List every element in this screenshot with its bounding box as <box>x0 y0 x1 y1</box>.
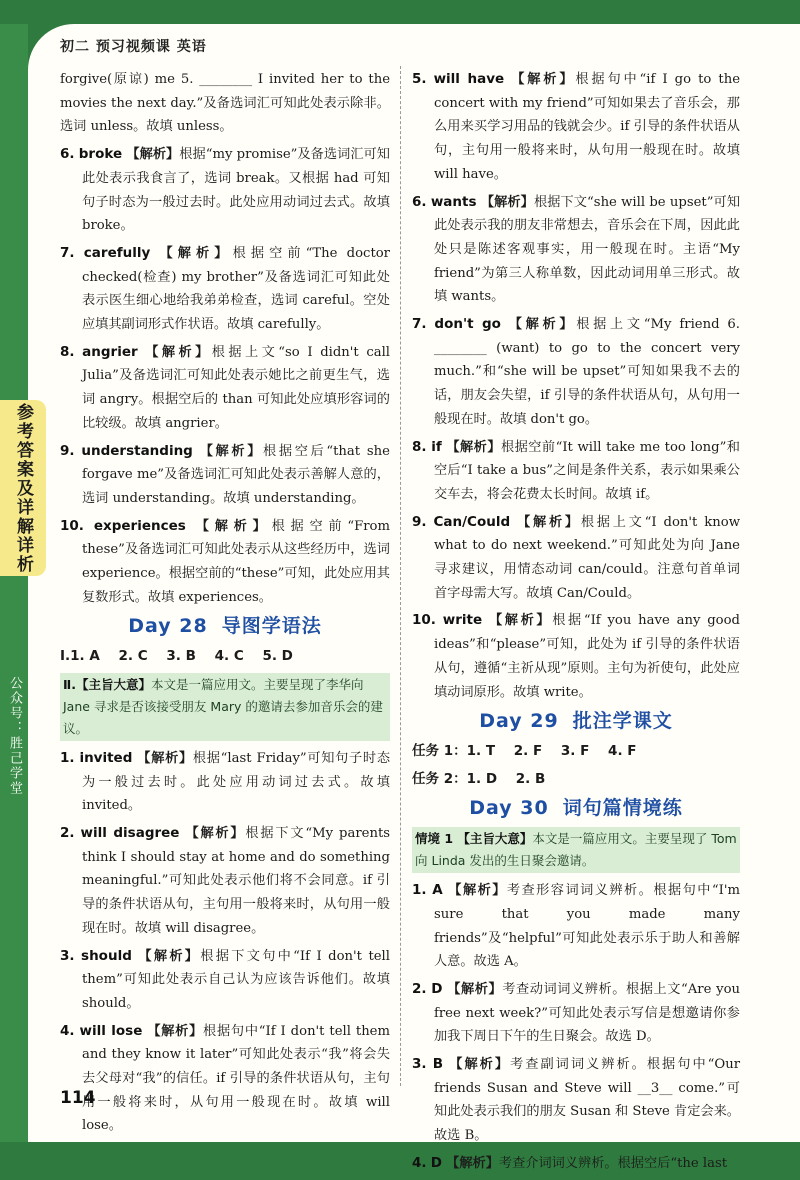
item-answer: Can/Could <box>433 513 511 530</box>
item-tag: 【解析】 <box>517 514 581 530</box>
item-answer: understanding <box>81 442 193 459</box>
left-items-list <box>60 143 390 609</box>
answer: 4. C <box>214 648 244 665</box>
item-number: 4. <box>60 1022 75 1039</box>
summary-text: 本文是一篇应用文。主要呈现了李华向 Jane 寻求是否该接受朋友 Mary 的邀请去参加音乐会的建议。 <box>63 676 383 736</box>
day29-title: Day 29 <box>479 710 559 733</box>
day28-heading <box>60 615 390 639</box>
item-tag: 【解析】 <box>126 147 180 163</box>
answer-item <box>412 1152 740 1176</box>
answer-item <box>412 436 740 507</box>
item-explanation: 考查形容词词义辨析。根据句中“I'm sure that you made many friends”及“helpful”可知此处表示乐于助人和善解人意。故选 A。 <box>434 883 740 970</box>
item-answer: will disagree <box>80 824 180 841</box>
item-answer: D <box>431 980 443 997</box>
item-answer: D <box>430 1154 442 1171</box>
answer-item <box>412 1053 740 1148</box>
item-answer: wants <box>430 193 477 210</box>
item-explanation: 根据上文“My friend 6. ________ (want) to go to the concert very much.”和“she will be upset”可知如果我不去的话，朋友会失望，if 引导的条件状语从句，从句用一般现在时。故填 don't go。 <box>434 317 740 427</box>
item-answer: broke <box>78 146 123 163</box>
item-explanation: 根据下文“My parents think I should stay at home and do something meaningful.”可知此处表示他们将不会同意。if 引导的条件状语从句，主句用一般将来时，从句用一般现在时。故填 will disagree。 <box>82 825 391 936</box>
continued-text: forgive(原谅) me 5. ________ I invited her to the movies the next day.”及备选词汇可知此处表示除非。选词 unless。故填 unless。 <box>60 72 390 135</box>
item-explanation: 根据句中“If I don't tell them and they know it later”可知此处表示“我”将会失去父母对“我”的信任。if 引导的条件状语从句，主句用一般将来时，从句用一般现在时。故填 will lose。 <box>82 1023 390 1134</box>
day29-subtitle: 批注学课文 <box>572 710 673 733</box>
page-header: 初二 预习视频课 英语 <box>60 39 207 55</box>
item-answer: don't go <box>434 316 501 333</box>
item-tag: 【解析】 <box>159 245 233 261</box>
item-answer: B <box>432 1056 444 1073</box>
item-explanation: 根据空前“It will take me too long”和空后“I take a bus”之间是条件关系，表示如果乘公交车去，将会花费太长时间。故填 if。 <box>434 439 740 502</box>
item-answer: carefully <box>83 244 151 261</box>
left-green-border <box>0 24 28 1142</box>
answer-item <box>60 440 390 511</box>
day28-part1-answers <box>60 645 390 669</box>
summary-tag: Ⅱ.【主旨大意】 <box>63 676 151 692</box>
item-tag: 【解析】 <box>137 750 193 766</box>
answer-item <box>60 747 390 818</box>
item-explanation: 根据空后“that she forgave me”及备选词汇可知此处表示善解人意的，选词 understanding。故填 understanding。 <box>82 443 390 506</box>
item-number: 3. <box>412 1056 427 1073</box>
item-tag: 【解析】 <box>508 317 577 333</box>
item-answer: A <box>432 882 443 899</box>
item-number: 9. <box>60 442 75 459</box>
item-answer: will lose <box>79 1022 143 1039</box>
day30-heading <box>412 797 740 821</box>
answer-item <box>412 191 740 310</box>
answer: 2. F <box>513 742 543 759</box>
left-column <box>60 68 390 1142</box>
day29-task2-answers <box>412 768 740 792</box>
answer-item <box>60 945 390 1016</box>
item-tag: 【解析】 <box>145 344 212 360</box>
item-answer: experiences <box>93 517 186 534</box>
item-number: 10. <box>60 517 84 534</box>
item-explanation: 根据下文句中“If I don't tell them”可知此处表示自己认为应该告诉他们。故填 should。 <box>82 948 390 1011</box>
side-label-wechat: 公众号：胜己学堂 <box>7 676 22 796</box>
day30-subtitle: 词句篇情境练 <box>562 797 683 820</box>
answer-item <box>412 313 740 432</box>
item-explanation: 根据空前“From these”及备选词汇可知此处表示从这些经历中，选词 experience。根据空前的“these”可知，此处应用其复数形式。故填 experiences。 <box>82 518 390 605</box>
day29-heading <box>412 710 740 734</box>
answer-item <box>60 341 390 436</box>
day30-summary <box>412 827 740 873</box>
item-number: 9. <box>412 513 427 530</box>
item-tag: 【解析】 <box>147 1023 204 1039</box>
item-answer: invited <box>79 749 133 766</box>
day28-title: Day 28 <box>128 615 208 638</box>
item-explanation: 根据“my promise”及备选词汇可知此处表示我食言了，选词 break。又根据 had 可知句子时态为一般过去时。此处应用动词过去式。故填 broke。 <box>82 147 390 234</box>
item-tag: 【解析】 <box>446 439 501 455</box>
answer-item <box>412 609 740 704</box>
item-number: 5. <box>412 71 427 87</box>
answer-item <box>60 1020 390 1139</box>
summary-text: 本文是一篇应用文。主要呈现了 Tom 向 Linda 发出的生日聚会邀请。 <box>415 831 737 869</box>
item-explanation: 根据“last Friday”可知句子时态为一般过去时。此处应用动词过去式。故填 invited。 <box>82 750 391 814</box>
side-tab-answers: 参考答案及详解详析 <box>0 400 46 576</box>
answer: 任务 2：1. D <box>412 770 498 787</box>
item-answer: if <box>431 438 442 455</box>
day28-subtitle: 导图学语法 <box>221 615 322 638</box>
item-explanation: 根据上文“so I didn't call Julia”及备选词汇可知此处表示她比之前更生气，选词 angry。根据空后的 than 可知此处应填形容词的比较级。故填 angrier。 <box>82 344 391 431</box>
answer: 任务 1：1. T <box>412 742 496 759</box>
item-answer: angrier <box>82 343 138 360</box>
item-tag: 【解析】 <box>480 194 534 210</box>
item-number: 1. <box>60 749 75 766</box>
right-items3-list <box>412 879 740 1175</box>
item-number: 3. <box>60 947 75 964</box>
answer: 2. C <box>118 648 148 665</box>
answer-item <box>412 68 740 187</box>
item-tag: 【解析】 <box>138 948 201 964</box>
answer: 3. F <box>560 742 590 759</box>
item-tag: 【解析】 <box>185 825 246 841</box>
item-number: 2. <box>412 980 427 997</box>
item-explanation: 考查副词词义辨析。根据句中“Our friends Susan and Steve will __3__ come.”可知此处表示我们的朋友 Susan 和 Steve 肯定会来。故选 B。 <box>434 1057 740 1144</box>
answer: 5. D <box>262 648 293 665</box>
item-explanation: 根据“If you have any good ideas”和“please”可知，此处为 if 引导的条件状语从句，遵循“主祈从现”原则。主句为祈使句，此处应填动词原形。故填 write。 <box>434 613 740 700</box>
column-divider <box>400 66 401 1086</box>
item-explanation: 考查动词词义辨析。根据上文“Are you free next week?”可知此处表示写信是想邀请你参加我下周日下午的生日聚会。故选 D。 <box>434 981 741 1045</box>
answer-item <box>60 822 390 941</box>
item-number: 4. <box>412 1154 427 1171</box>
item-explanation: 考查介词词义辨析。根据空后“the last <box>498 1155 728 1171</box>
item-number: 8. <box>60 343 75 360</box>
item-number: 2. <box>60 824 75 841</box>
answer: 4. F <box>608 742 637 759</box>
item-tag: 【解析】 <box>488 613 553 629</box>
item-tag: 【解析】 <box>199 443 264 459</box>
item-answer: write <box>442 612 483 629</box>
item-tag: 【解析】 <box>448 883 507 899</box>
answer-item <box>60 143 390 238</box>
answer-item <box>412 511 740 606</box>
item-number: 8. <box>412 438 427 455</box>
item-number: 6. <box>60 146 75 163</box>
answer-item <box>60 515 390 610</box>
page-number: 114 <box>60 1088 96 1108</box>
item-number: 10. <box>412 612 436 629</box>
answer: 2. B <box>515 770 546 787</box>
item-number: 1. <box>412 882 427 899</box>
item-tag: 【解析】 <box>449 1057 511 1073</box>
item-number: 7. <box>60 244 75 261</box>
day30-title: Day 30 <box>469 797 549 820</box>
right-items-list <box>412 68 740 704</box>
item-explanation: 根据下文“she will be upset”可知此处表示我的朋友非常想去，音乐会在下周，因此此处只是陈述客观事实，用一般现在时。主语“My friend”为第三人称单数，因此动词用单三形式。故填 wants。 <box>434 194 741 305</box>
answer-item <box>412 879 740 974</box>
answer-item <box>60 242 390 337</box>
item-answer: should <box>81 947 132 964</box>
item-explanation: 根据句中“if I go to the concert with my friend”可知如果去了音乐会，那么用来买学习用品的钱就会少。if 引导的条件状语从句，主句用一般将来时，从句用一般现在时。故填 will have。 <box>434 72 740 182</box>
item-tag: 【解析】 <box>446 1155 499 1171</box>
answer: Ⅰ.1. A <box>60 648 100 665</box>
item-number: 7. <box>412 316 427 333</box>
right-column <box>412 68 740 1180</box>
left-items2-list <box>60 747 390 1138</box>
day28-summary <box>60 673 390 741</box>
summary-tag: 情境 1 【主旨大意】 <box>415 831 533 847</box>
day29-task1-answers <box>412 740 740 764</box>
item-tag: 【解析】 <box>447 981 503 997</box>
item-tag: 【解析】 <box>511 72 576 87</box>
item-explanation: 根据空前“The doctor checked(检查) my brother”及备选词汇可知此处表示医生细心地给我弟弟检查，选词 careful。空处应填其副词形式作状语。故填 carefully。 <box>82 245 390 333</box>
answer-item <box>412 978 740 1049</box>
item-answer: will have <box>433 71 505 87</box>
item-number: 6. <box>412 193 427 210</box>
item-explanation: 根据上文“I don't know what to do next weekend.”可知此处为向 Jane 寻求建议，用情态动词 can/could。注意句首单词首字母需大写。故填 Can/Could。 <box>434 514 740 601</box>
answer: 3. B <box>166 648 196 665</box>
item-tag: 【解析】 <box>195 518 272 534</box>
